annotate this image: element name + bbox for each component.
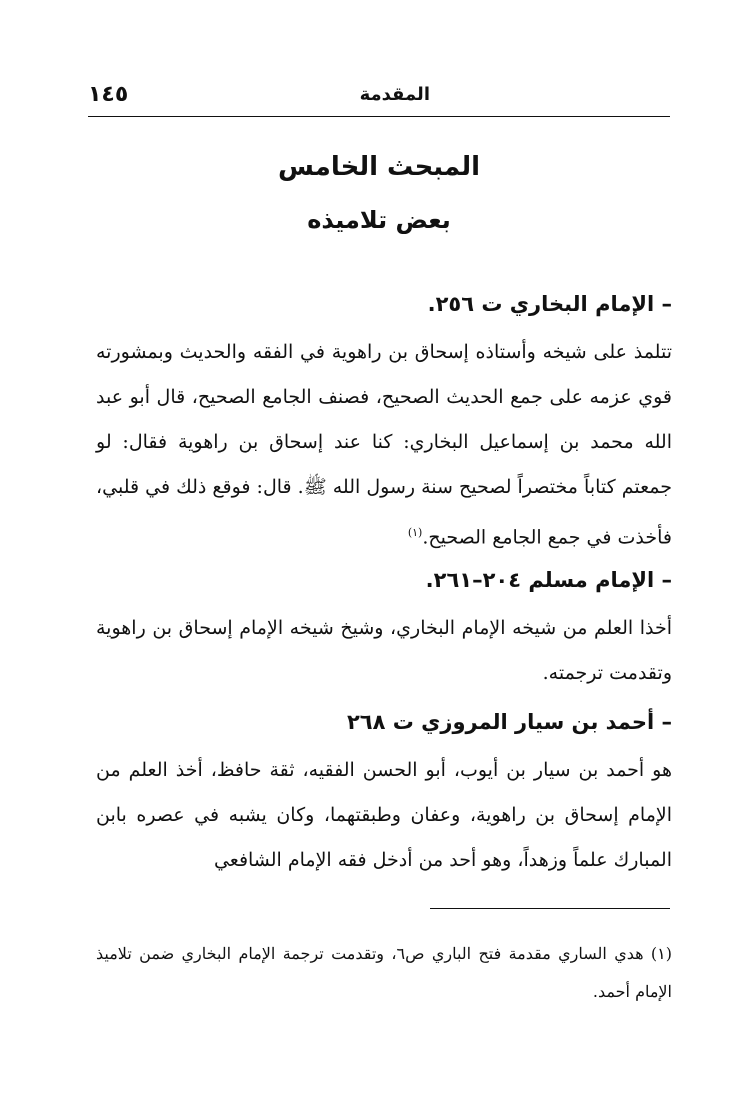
- running-header-title: المقدمة: [359, 84, 430, 105]
- header-divider: [88, 116, 670, 117]
- page-number: ١٤٥: [88, 82, 129, 107]
- chapter-title: المبحث الخامس: [277, 152, 481, 182]
- footnote: (١) هدي الساري مقدمة فتح الباري ص٦، وتقدمت ترجمة الإمام البخاري ضمن تلاميذ الإمام أحمد.: [96, 944, 673, 1001]
- section-heading: – الإمام البخاري ت ٢٥٦.: [427, 292, 672, 316]
- section-paragraph: أخذا العلم من شيخه الإمام البخاري، وشيخ شيخه الإمام إسحاق بن راهوية وتقدمت ترجمته.: [96, 617, 672, 684]
- section-paragraph: [96, 330, 672, 560]
- section-heading: – الإمام مسلم ٢٠٤–٢٦١.: [425, 568, 672, 592]
- section-paragraph-text: تتلمذ على شيخه وأستاذه إسحاق بن راهوية في الفقه والحديث وبمشورته قوي عزمه على جمع الحديث الصحيح، فصنف الجامع الصحيح، قال أبو عبد الله محمد بن إسماعيل البخاري: كنا عند إسحاق بن راهوية فقال: لو جمعتم كتاباً مختصراً لصحيح سنة رسول الله ﷺ. قال: فوقع ذلك في قلبي، فأخذت في جمع الجامع الصحيح.: [96, 341, 672, 549]
- footnote-divider: [430, 908, 670, 909]
- chapter-subtitle: بعض تلاميذه: [307, 206, 451, 234]
- section-paragraph: هو أحمد بن سيار بن أيوب، أبو الحسن الفقيه، ثقة حافظ، أخذ العلم من الإمام إسحاق بن راهوية، وعفان وطبقتهما، وكان يشبه في عصره بابن المبارك علماً وزهداً، وهو أحد من أدخل فقه الإمام الشافعي: [96, 759, 672, 871]
- running-header: [88, 78, 670, 118]
- footnote-reference: (١): [407, 526, 423, 539]
- section-heading: – أحمد بن سيار المروزي ت ٢٦٨: [346, 710, 672, 734]
